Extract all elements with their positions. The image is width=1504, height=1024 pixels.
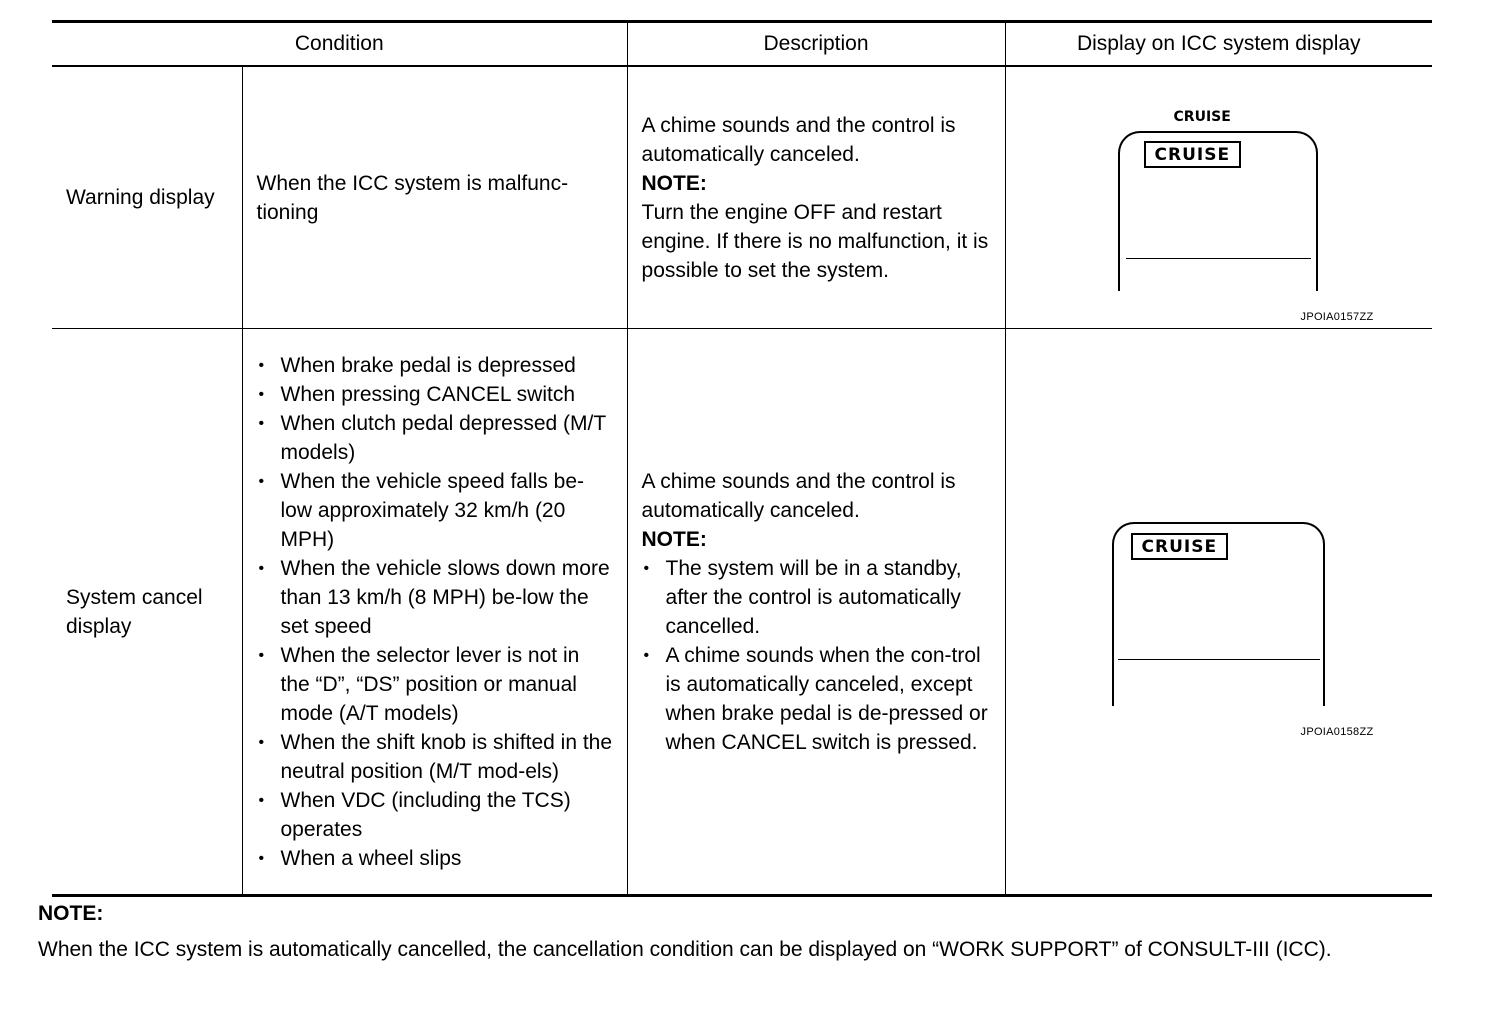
table-header-row: [52, 22, 1432, 67]
description-text: A chime sounds and the control is automatically canceled.: [641, 113, 956, 166]
list-item: • When a wheel slips: [257, 844, 613, 873]
cancel-display-figure: [1006, 329, 1433, 894]
cruise-indicator-label: CRUISE: [1173, 109, 1231, 125]
note-list: [642, 554, 991, 757]
table-row: [52, 66, 1432, 329]
condition-text: When the ICC system is malfunc- tioning: [256, 171, 569, 224]
footer-note-text: When the ICC system is automatically cancelled, the cancellation condition can be displayed on “WORK SUPPORT” of CONSULT-III (ICC).: [38, 938, 1332, 961]
note-label: NOTE:: [641, 527, 707, 551]
cruise-indicator-box: CRUISE: [1131, 533, 1229, 560]
list-item: • The system will be in a standby, after the control is automatically cancelled.: [642, 554, 991, 641]
condition-cell: [242, 66, 627, 329]
warning-display-figure: [1006, 67, 1433, 328]
header-condition: Condition: [52, 22, 627, 67]
list-item: • When VDC (including the TCS) operates: [257, 786, 613, 844]
header-display: Display on ICC system display: [1005, 22, 1432, 67]
cruise-indicator-box: CRUISE: [1144, 141, 1242, 168]
header-description: Description: [627, 22, 1005, 67]
description-text: A chime sounds and the control is automatically canceled.: [641, 469, 956, 522]
row-label-warning: Warning display: [52, 66, 242, 329]
display-figure-cell: [1005, 329, 1432, 896]
note-label: NOTE:: [641, 171, 707, 195]
figure-id: JPOIA0157ZZ: [1300, 311, 1374, 323]
description-cell: [627, 329, 1005, 896]
list-item: • When the vehicle speed falls be-low approximately 32 km/h (20 MPH): [257, 467, 613, 554]
figure-id: JPOIA0158ZZ: [1300, 726, 1374, 738]
list-item: • A chime sounds when the con-trol is automatically canceled, except when brake pedal is de-pressed or when CANCEL switch is pressed.: [642, 641, 991, 757]
list-item: • When the selector lever is not in the “D”, “DS” position or manual mode (A/T models): [257, 641, 613, 728]
list-item: • When pressing CANCEL switch: [257, 380, 613, 409]
condition-cell: [242, 329, 627, 896]
display-figure-cell: [1005, 66, 1432, 329]
condition-table: [52, 20, 1432, 897]
list-item: • When the vehicle slows down more than 13 km/h (8 MPH) be-low the set speed: [257, 554, 613, 641]
row-label-cancel: System cancel display: [52, 329, 242, 896]
list-item: • When clutch pedal depressed (M/T models): [257, 409, 613, 467]
description-cell: [627, 66, 1005, 329]
display-divider: [1118, 659, 1320, 660]
display-divider: [1126, 258, 1311, 259]
table-row: [52, 329, 1432, 896]
footer-note: [38, 900, 1448, 965]
note-text: Turn the engine OFF and restart engine. If there is no malfunction, it is possible to set the system.: [641, 200, 989, 282]
condition-list: [257, 351, 613, 873]
list-item: • When the shift knob is shifted in the neutral position (M/T mod-els): [257, 728, 613, 786]
list-item: • When brake pedal is depressed: [257, 351, 613, 380]
footer-note-label: NOTE:: [38, 902, 104, 925]
